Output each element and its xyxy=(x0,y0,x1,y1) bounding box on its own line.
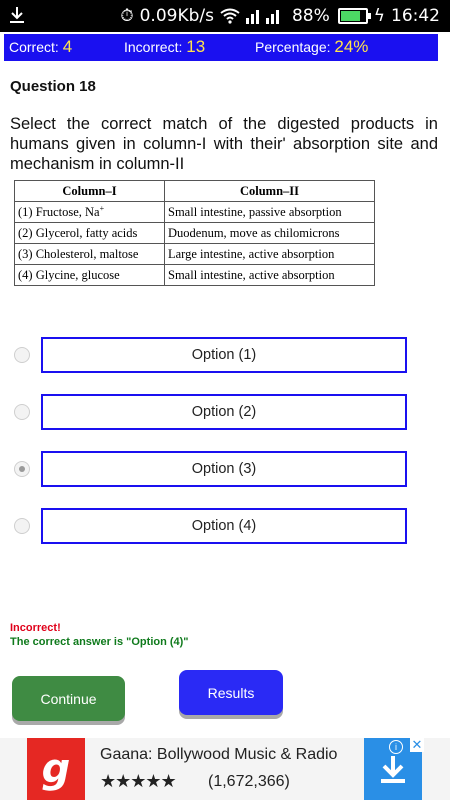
table-cell: (3) Cholesterol, maltose xyxy=(15,244,165,265)
battery-icon xyxy=(338,8,368,24)
ad-rating-count: (1,672,366) xyxy=(208,773,290,790)
option-1-radio[interactable] xyxy=(14,347,30,363)
incorrect-label: Incorrect: xyxy=(124,39,183,55)
table-cell: (4) Glycine, glucose xyxy=(15,265,165,286)
wifi-icon xyxy=(220,8,240,24)
correct-label: Correct: xyxy=(9,39,59,55)
incorrect-count xyxy=(124,37,205,57)
download-icon xyxy=(8,5,26,25)
charging-icon: ϟ xyxy=(373,6,385,26)
score-bar xyxy=(4,34,438,61)
column-2-header: Column–II xyxy=(165,181,375,202)
option-2-radio[interactable] xyxy=(14,404,30,420)
table-cell xyxy=(15,202,165,223)
star-rating-icon: ★★★★★ xyxy=(100,771,176,791)
option-row-2 xyxy=(0,394,450,432)
table-cell: Small intestine, active absorption xyxy=(165,265,375,286)
ad-title[interactable]: Gaana: Bollywood Music & Radio xyxy=(100,746,338,763)
correct-value: 4 xyxy=(62,37,73,56)
continue-button[interactable]: Continue xyxy=(12,676,125,721)
option-4-button[interactable]: Option (4) xyxy=(41,508,407,544)
ad-close-icon[interactable]: ✕ xyxy=(411,737,423,752)
correct-count xyxy=(9,37,72,57)
clock: 16:42 xyxy=(391,6,440,26)
table-cell: Small intestine, passive absorption xyxy=(165,202,375,223)
table-row xyxy=(15,202,375,223)
match-table xyxy=(14,180,375,286)
percentage-label: Percentage: xyxy=(255,39,331,55)
question-title: Question 18 xyxy=(10,78,96,95)
question-text: Select the correct match of the digested products in humans given in column-I with their' absorption site and mechanism in column-II xyxy=(10,115,438,173)
option-1-button[interactable]: Option (1) xyxy=(41,337,407,373)
table-cell: Duodenum, move as chilomicrons xyxy=(165,223,375,244)
option-row-3 xyxy=(0,451,450,489)
results-button[interactable]: Results xyxy=(179,670,283,715)
ad-banner[interactable] xyxy=(0,738,450,800)
option-2-button[interactable]: Option (2) xyxy=(41,394,407,430)
incorrect-value: 13 xyxy=(186,37,206,56)
cell-text: (1) Fructose, Na xyxy=(18,205,100,220)
percentage-value: 24% xyxy=(334,37,369,56)
table-row xyxy=(15,244,375,265)
status-bar xyxy=(0,0,450,32)
battery-fill xyxy=(341,11,360,21)
battery-percentage: 88% xyxy=(291,6,330,26)
network-speed: 0.09Kb/s xyxy=(139,6,214,26)
correct-answer-message: The correct answer is "Option (4)" xyxy=(10,636,189,648)
option-row-4 xyxy=(0,508,450,546)
table-row xyxy=(15,223,375,244)
status-icons xyxy=(120,0,440,32)
option-3-button[interactable]: Option (3) xyxy=(41,451,407,487)
alarm-icon: ⏱ xyxy=(120,6,134,26)
table-cell: Large intestine, active absorption xyxy=(165,244,375,265)
signal-icon xyxy=(246,8,286,24)
ad-info-icon[interactable]: i xyxy=(389,740,403,754)
percentage xyxy=(255,37,368,57)
option-row-1 xyxy=(0,337,450,375)
download-arrow-icon xyxy=(376,752,410,786)
cell-superscript: + xyxy=(99,203,105,213)
gaana-logo[interactable]: g xyxy=(27,738,85,800)
table-row xyxy=(15,265,375,286)
result-message: Incorrect! xyxy=(10,622,61,634)
table-header-row xyxy=(15,181,375,202)
option-3-radio[interactable] xyxy=(14,461,30,477)
column-1-header: Column–I xyxy=(15,181,165,202)
table-cell: (2) Glycerol, fatty acids xyxy=(15,223,165,244)
option-4-radio[interactable] xyxy=(14,518,30,534)
